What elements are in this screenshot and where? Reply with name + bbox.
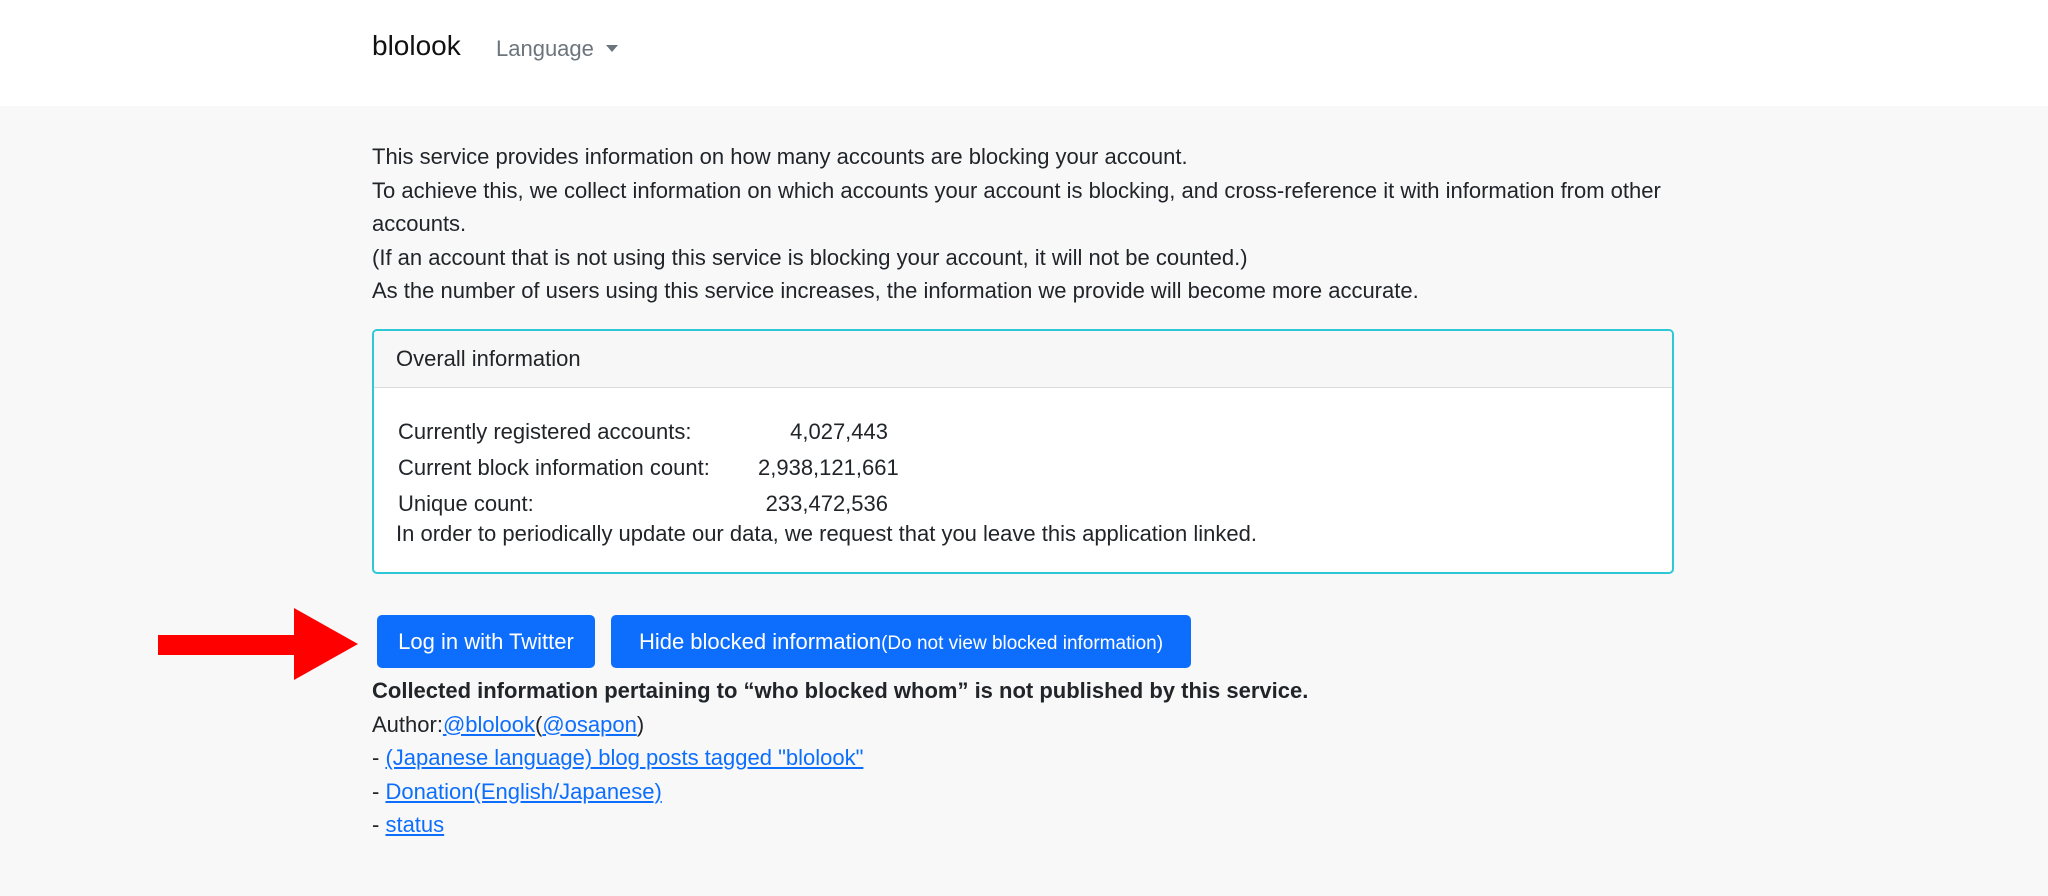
author-prefix: Author: — [372, 711, 443, 737]
list-dash: - — [372, 812, 386, 837]
login-with-twitter-button[interactable]: Log in with Twitter — [377, 615, 595, 668]
stat-label: Current block information count: — [398, 455, 710, 480]
card-note: In order to periodically update our data, we request that you leave this application linked. — [396, 521, 1257, 546]
caret-down-icon — [606, 45, 618, 52]
paren-open: ( — [535, 711, 543, 737]
stat-row-block-count — [398, 450, 899, 486]
language-label: Language — [496, 36, 594, 61]
author-line — [372, 708, 1308, 742]
hide-button-main-label: Hide blocked information — [638, 629, 882, 654]
stat-label: Unique count: — [398, 491, 534, 516]
stat-row-unique — [398, 486, 888, 522]
brand-link[interactable]: blolook — [372, 30, 461, 61]
card-header: Overall information — [374, 331, 1672, 388]
language-dropdown[interactable] — [496, 36, 618, 62]
intro-line-4: As the number of users using this service increases, the information we provide will become more accurate. — [372, 278, 1419, 303]
donation-line — [372, 775, 1308, 809]
status-line — [372, 808, 1308, 842]
overall-info-card — [372, 329, 1674, 574]
intro-line-3: (If an account that is not using this service is blocking your account, it will not be counted.) — [372, 244, 1248, 270]
author-link-blolook[interactable]: @blolook — [442, 711, 535, 737]
intro-line-2: To achieve this, we collect information on which accounts your account is blocking, and cross-reference it with information from other accounts. — [372, 177, 1661, 236]
intro-text — [372, 140, 1672, 308]
red-arrow-icon — [158, 608, 358, 680]
stat-value: 2,938,121,661 — [758, 455, 899, 480]
donation-link[interactable]: Donation(English/Japanese) — [385, 778, 662, 804]
intro-line-1: This service provides information on how many accounts are blocking your account. — [372, 144, 1188, 169]
blog-line — [372, 741, 1308, 775]
stat-value: 233,472,536 — [765, 491, 888, 516]
privacy-notice: Collected information pertaining to “who blocked whom” is not published by this service. — [372, 678, 1309, 703]
stat-value: 4,027,443 — [790, 419, 888, 444]
list-dash: - — [372, 745, 386, 770]
stat-label: Currently registered accounts: — [398, 419, 692, 444]
stat-row-registered — [398, 414, 888, 450]
author-link-osapon[interactable]: @osapon — [542, 711, 637, 737]
paren-close: ) — [636, 711, 645, 737]
hide-button-sub-label: (Do not view blocked information) — [881, 633, 1164, 654]
stats-table — [398, 414, 899, 522]
status-link[interactable]: status — [385, 812, 445, 837]
list-dash: - — [372, 778, 386, 804]
navbar — [0, 0, 2048, 106]
hide-blocked-info-button[interactable] — [611, 615, 1191, 668]
blog-posts-link[interactable]: (Japanese language) blog posts tagged "blolook" — [385, 745, 864, 770]
footer — [372, 674, 1308, 842]
